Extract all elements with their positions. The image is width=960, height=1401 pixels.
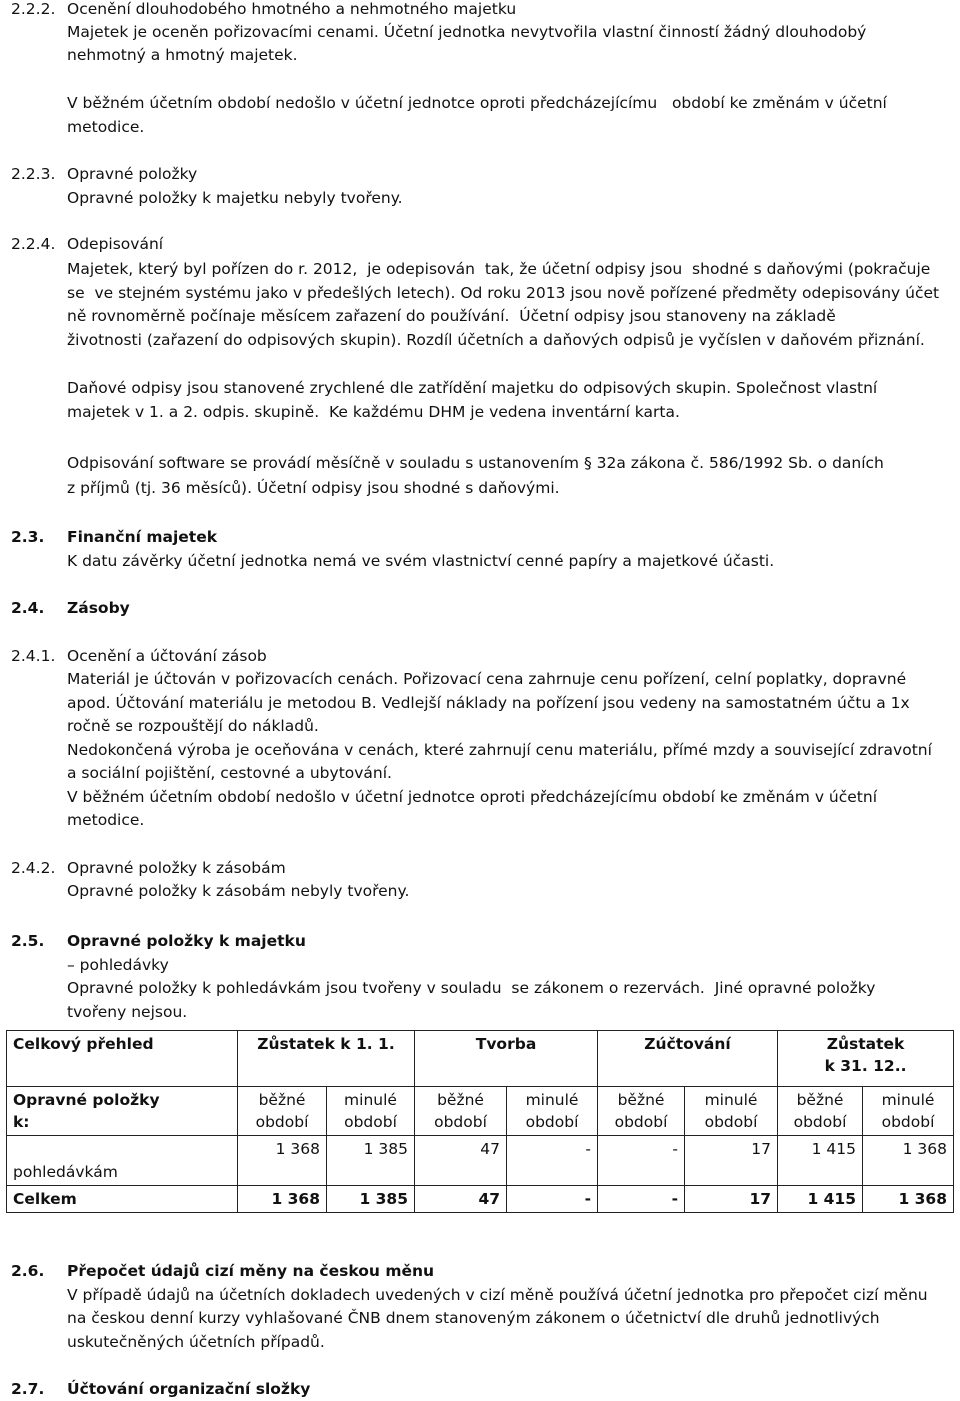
paragraph-line: Materiál je účtován v pořizovacích cenách. Pořizovací cena zahrnuje cenu pořízení, celní poplatky, dopravné — [67, 670, 907, 688]
period-label: běžné — [617, 1091, 665, 1109]
paragraph-line: metodice. — [67, 811, 145, 829]
paragraph-line: majetek v 1. a 2. odpis. skupině. Ke každému DHM je vedena inventární karta. — [67, 403, 680, 421]
period-label: běžné — [796, 1091, 844, 1109]
table-row-label — [7, 1087, 238, 1136]
table-subheader-cell — [685, 1087, 778, 1136]
table-subheader-row — [7, 1087, 954, 1136]
table-subheader-cell — [507, 1087, 598, 1136]
period-label: období — [344, 1113, 397, 1131]
section-number: 2.4. — [11, 599, 45, 617]
table-cell: 17 — [685, 1186, 778, 1213]
period-label: období — [255, 1113, 309, 1131]
period-label: minulé — [525, 1091, 579, 1109]
paragraph-line: a sociální pojištění, cestovné a ubytování. — [67, 764, 392, 782]
period-label: období — [881, 1113, 935, 1131]
table-cell: 1 368 — [238, 1136, 327, 1186]
table-cell: - — [507, 1186, 598, 1213]
section-heading: Účtování organizační složky — [67, 1380, 311, 1398]
paragraph-line: Opravné položky k pohledávkám jsou tvořeny v souladu se zákonem o rezervách. Jiné opravné položky — [67, 979, 876, 997]
table-subheader-cell — [238, 1087, 327, 1136]
section-heading: Finanční majetek — [67, 528, 218, 546]
period-label: období — [434, 1113, 487, 1131]
section-heading: Přepočet údajů cizí měny na českou měnu — [67, 1262, 435, 1280]
section-heading: Ocenění dlouhodobého hmotného a nehmotného majetku — [67, 0, 517, 18]
section-heading: Opravné položky — [67, 165, 198, 183]
paragraph-line: uskutečněných účetních případů. — [67, 1333, 325, 1351]
table-row — [7, 1136, 954, 1186]
table-total-row — [7, 1186, 954, 1213]
paragraph-line: V případě údajů na účetních dokladech uvedených v cizí měně používá účetní jednotka pro přepočet cizí měnu — [67, 1286, 928, 1304]
paragraph-line: ně rovnoměrně počínaje měsícem zařazení do používání. Účetní odpisy jsou stanoveny na základě — [67, 307, 836, 325]
period-label: běžné — [437, 1091, 484, 1109]
period-label: období — [704, 1113, 758, 1131]
table-cell: 1 385 — [327, 1136, 415, 1186]
paragraph-line: Opravné položky k majetku nebyly tvořeny. — [67, 189, 403, 207]
table-header-cell: Zúčtování — [598, 1031, 778, 1087]
paragraph-line: K datu závěrky účetní jednotka nemá ve svém vlastnictví cenné papíry a majetkové účasti. — [67, 552, 775, 570]
paragraph-line: tvořeny nejsou. — [67, 1003, 188, 1021]
paragraph-line: ročně se rozpouštějí do nákladů. — [67, 717, 319, 735]
table-subheader-cell — [863, 1087, 954, 1136]
paragraph-line: na českou denní kurzy vyhlašované ČNB dnem stanoveným zákonem o účetnictví dle druhů jednotlivých — [67, 1309, 880, 1327]
table-cell: - — [598, 1136, 685, 1186]
section-number: 2.4.2. — [11, 859, 56, 877]
table-header-cell — [778, 1031, 954, 1087]
section-number: 2.3. — [11, 528, 45, 546]
table-row-label: Celkem — [7, 1186, 238, 1213]
paragraph-line: apod. Účtování materiálu je metodou B. Vedlejší náklady na pořízení jsou vedeny na samostatném účtu a 1x — [67, 694, 910, 712]
paragraph-line: Majetek, který byl pořízen do r. 2012, je odepisován tak, že účetní odpisy jsou shodné s daňovými (pokračuje — [67, 260, 931, 278]
provisions-summary-table — [6, 1030, 954, 1213]
paragraph-line: V běžném účetním období nedošlo v účetní jednotce oproti předcházejícímu období ke změnám v účetní — [67, 788, 878, 806]
table-subheader-cell — [778, 1087, 863, 1136]
paragraph-line: – pohledávky — [67, 956, 169, 974]
table-subheader-cell — [327, 1087, 415, 1136]
section-heading: Ocenění a účtování zásob — [67, 647, 267, 665]
table-cell: 1 415 — [778, 1186, 863, 1213]
section-number: 2.2.3. — [11, 165, 56, 183]
table-row-label: pohledávkám — [7, 1136, 238, 1186]
period-label: období — [614, 1113, 668, 1131]
section-number: 2.5. — [11, 932, 45, 950]
table-header-cell: Zůstatek k 1. 1. — [238, 1031, 415, 1087]
table-header-cell: Celkový přehled — [7, 1031, 238, 1087]
table-subheader-cell — [598, 1087, 685, 1136]
period-label: období — [793, 1113, 847, 1131]
section-number: 2.7. — [11, 1380, 45, 1398]
period-label: minulé — [704, 1091, 758, 1109]
table-cell: 1 385 — [327, 1186, 415, 1213]
section-heading: Zásoby — [67, 599, 130, 617]
table-label-text: Opravné položky — [13, 1091, 160, 1109]
paragraph-line: Opravné položky k zásobám nebyly tvořeny. — [67, 882, 410, 900]
paragraph-line: Nedokončená výroba je oceňována v cenách, které zahrnují cenu materiálu, přímé mzdy a související zdravotní — [67, 741, 932, 759]
section-heading: Opravné položky k zásobám — [67, 859, 286, 877]
paragraph-line: Daňové odpisy jsou stanovené zrychlené dle zatřídění majetku do odpisových skupin. Společnost vlastní — [67, 379, 878, 397]
table-cell: 17 — [685, 1136, 778, 1186]
table-cell: 1 415 — [778, 1136, 863, 1186]
table-cell: - — [507, 1136, 598, 1186]
period-label: minulé — [881, 1091, 935, 1109]
table-cell: 1 368 — [863, 1186, 954, 1213]
table-subheader-cell — [415, 1087, 507, 1136]
table-header-row — [7, 1031, 954, 1087]
period-label: období — [525, 1113, 579, 1131]
section-heading: Odepisování — [67, 235, 164, 253]
section-number: 2.6. — [11, 1262, 45, 1280]
section-number: 2.2.2. — [11, 0, 56, 18]
paragraph-line: z příjmů (tj. 36 měsíců). Účetní odpisy jsou shodné s daňovými. — [67, 479, 560, 497]
paragraph-line: se ve stejném systému jako v předešlých letech). Od roku 2013 jsou nově pořízené předměty odepisovány účet — [67, 284, 940, 302]
table-header-cell: Tvorba — [415, 1031, 598, 1087]
paragraph-line: metodice. — [67, 118, 145, 136]
table-header-text: Zůstatek — [826, 1035, 905, 1053]
table-cell: 47 — [415, 1186, 507, 1213]
table-cell: - — [598, 1186, 685, 1213]
paragraph-line: životnosti (zařazení do odpisových skupin). Rozdíl účetních a daňových odpisů je vyčíslen v daňovém přiznání. — [67, 331, 925, 349]
table-label-text: k: — [13, 1113, 30, 1131]
table-cell: 47 — [415, 1136, 507, 1186]
paragraph-line: Majetek je oceněn pořizovacími cenami. Účetní jednotka nevytvořila vlastní činností žádný dlouhodobý — [67, 23, 867, 41]
paragraph-line: nehmotný a hmotný majetek. — [67, 46, 298, 64]
table-cell: 1 368 — [863, 1136, 954, 1186]
section-heading: Opravné položky k majetku — [67, 932, 306, 950]
period-label: minulé — [344, 1091, 397, 1109]
table-cell: 1 368 — [238, 1186, 327, 1213]
paragraph-line: Odpisování software se provádí měsíčně v souladu s ustanovením § 32a zákona č. 586/1992 Sb. o daních — [67, 454, 884, 472]
section-number: 2.4.1. — [11, 647, 56, 665]
table-header-text: k 31. 12.. — [824, 1057, 907, 1075]
period-label: běžné — [258, 1091, 306, 1109]
section-number: 2.2.4. — [11, 235, 56, 253]
paragraph-line: V běžném účetním období nedošlo v účetní jednotce oproti předcházejícímu období ke změnám v účetní — [67, 94, 887, 112]
